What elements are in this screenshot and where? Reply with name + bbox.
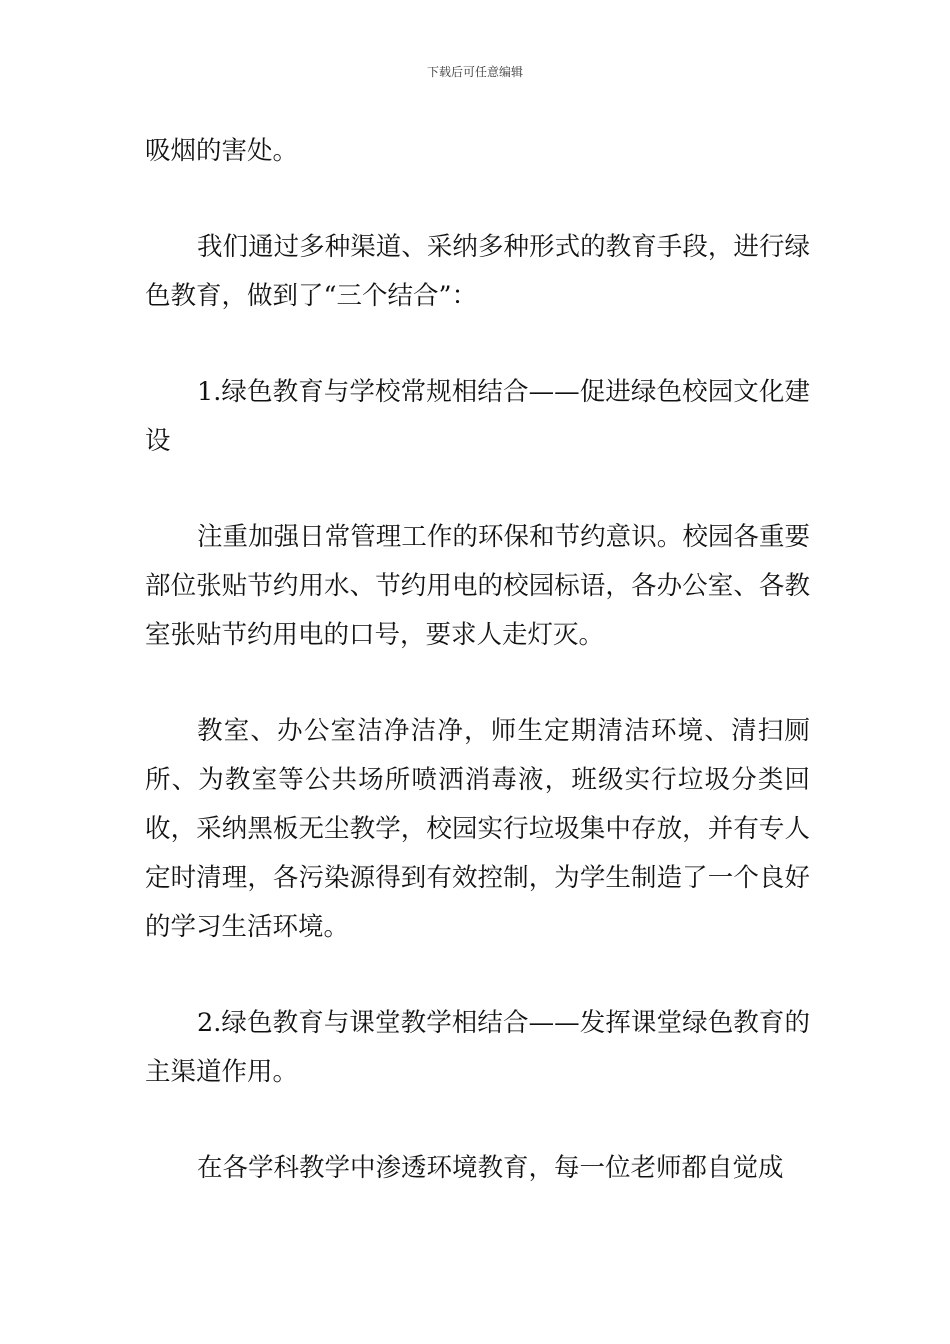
document-body bbox=[145, 127, 810, 1240]
paragraph-1: 吸烟的害处。 bbox=[145, 136, 299, 166]
paragraph-4: 注重加强日常管理工作的环保和节约意识。校园各重要部位张贴节约用水、节约用电的校园标语，各办公室、各教室张贴节约用电的口号，要求人走灯灭。 bbox=[145, 522, 810, 650]
paragraph-5: 教室、办公室洁净洁净，师生定期清洁环境、清扫厕所、为教室等公共场所喷洒消毒液，班级实行垃圾分类回收，采纳黑板无尘教学，校园实行垃圾集中存放，并有专人定时清理，各污染源得到有效控制，为学生制造了一个良好的学习生活环境。 bbox=[145, 716, 810, 942]
paragraph-3-heading: 1.绿色教育与学校常规相结合——促进绿色校园文化建设 bbox=[145, 377, 810, 456]
paragraph-6-heading: 2.绿色教育与课堂教学相结合——发挥课堂绿色教育的主渠道作用。 bbox=[145, 1008, 810, 1087]
page-header bbox=[0, 64, 950, 80]
paragraph-7: 在各学科教学中渗透环境教育，每一位老师都自觉成 bbox=[197, 1153, 784, 1183]
header-note: 下载后可任意编辑 bbox=[426, 65, 523, 79]
paragraph-2: 我们通过多种渠道、采纳多种形式的教育手段，进行绿色教育，做到了“三个结合”： bbox=[145, 232, 810, 311]
